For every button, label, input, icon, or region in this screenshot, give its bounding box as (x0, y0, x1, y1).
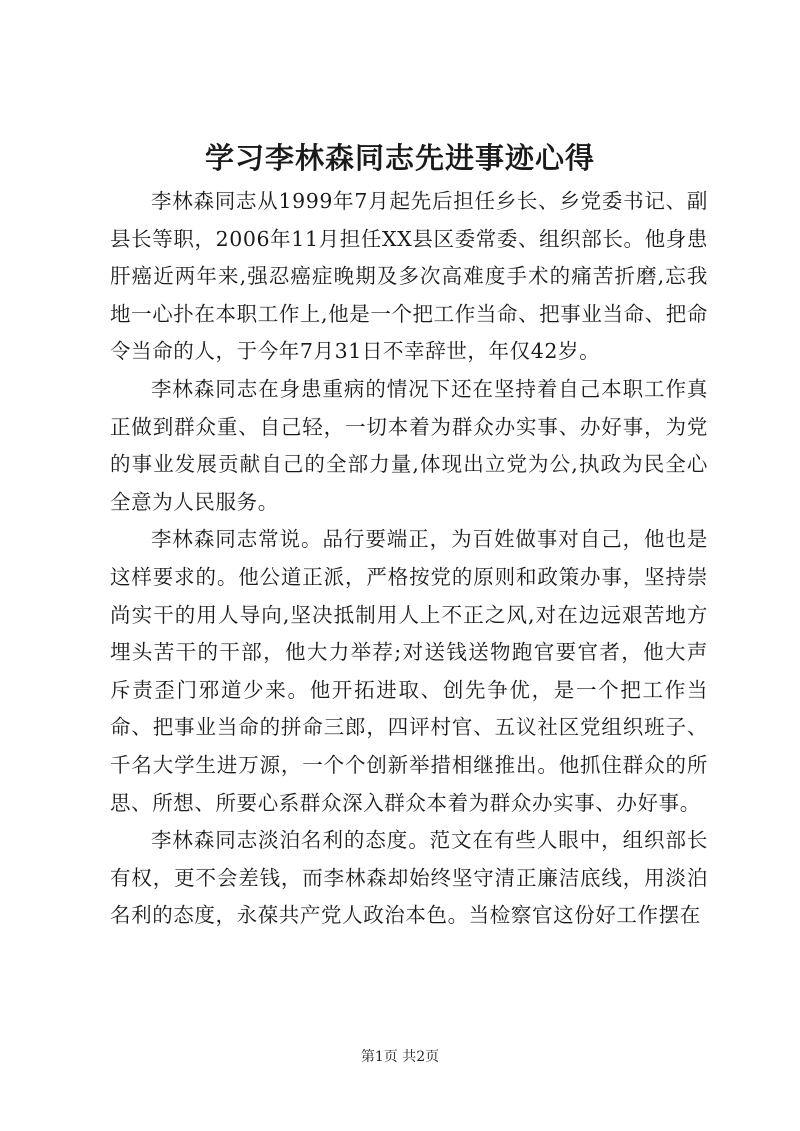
document-body (110, 183, 708, 935)
paragraph-1: 李林森同志从1999年7月起先后担任乡长、乡党委书记、副县长等职，2006年11月担任XX县区委常委、组织部长。他身患肝癌近两年来,强忍癌症晚期及多次高难度手术的痛苦折磨,忘我地一心扑在本职工作上,他是一个把工作当命、把事业当命、把命令当命的人，于今年7月31日不幸辞世，年仅42岁。 (110, 189, 708, 364)
paragraph-3: 李林森同志常说。品行要端正，为百姓做事对自己，他也是这样要求的。他公道正派，严格按党的原则和政策办事，坚持崇尚实干的用人导向,坚决抵制用人上不正之风,对在边远艰苦地方埋头苦干的干部，他大力举荐;对送钱送物跑官要官者，他大声斥责歪门邪道少来。他开拓进取、创先争优，是一个把工作当命、把事业当命的拼命三郎，四评村官、五议社区党组织班子、千名大学生进万源，一个个创新举措相继推出。他抓住群众的所思、所想、所要心系群众深入群众本着为群众办实事、办好事。 (110, 527, 708, 815)
page-footer: 第1页 共2页 (360, 1049, 440, 1065)
paragraph-4: 李林森同志淡泊名利的态度。范文在有些人眼中，组织部长有权，更不会差钱，而李林森却始终坚守清正廉洁底线，用淡泊名利的态度，永葆共产党人政治本色。当检察官这份好工作摆在 (110, 828, 708, 928)
paragraph-2: 李林森同志在身患重病的情况下还在坚持着自己本职工作真正做到群众重、自己轻，一切本着为群众办实事、办好事，为党的事业发展贡献自己的全部力量,体现出立党为公,执政为民全心全意为人民服务。 (110, 376, 708, 514)
document-title: 学习李林森同志先进事迹心得 (204, 141, 595, 175)
